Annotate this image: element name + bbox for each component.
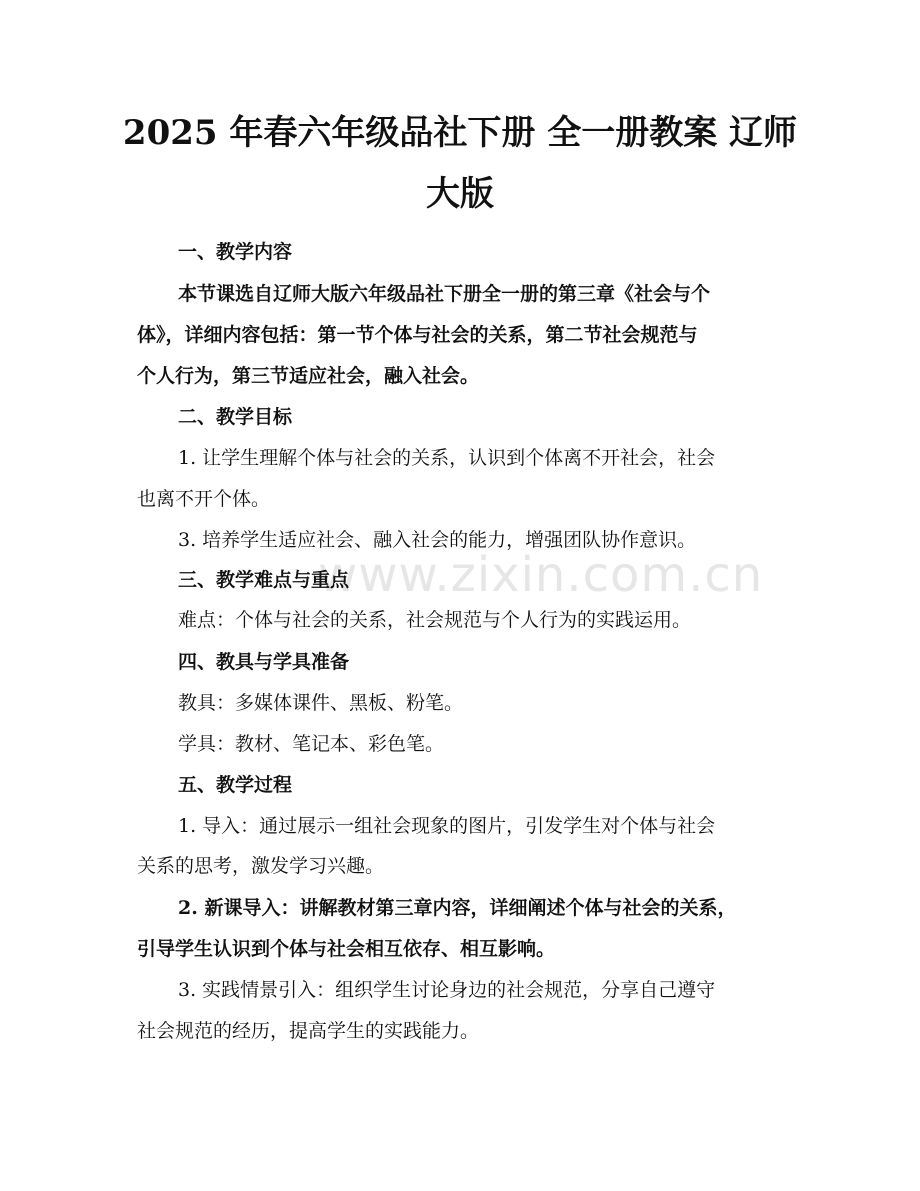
paragraph-line: 1. 导入：通过展示一组社会现象的图片，引发学生对个体与社会 [178,815,716,837]
heading-teaching-process: 五、教学过程 [178,774,293,796]
paragraph-line: 难点：个体与社会的关系，社会规范与个人行为的实践运用。 [178,609,692,631]
watermark: www.zixin.com.cn [318,547,764,603]
paragraph-line: 引导学生认识到个体与社会相互依存、相互影响。 [137,938,556,960]
heading-difficulties: 三、教学难点与重点 [178,569,350,591]
paragraph-line: 社会规范的经历，提高学生的实践能力。 [137,1020,480,1042]
heading-teaching-content: 一、教学内容 [178,241,293,263]
paragraph-line: 1. 让学生理解个体与社会的关系，认识到个体离不开社会，社会 [178,447,716,469]
document-title-line-1: 2025 年春六年级品社下册 全一册教案 辽师 [122,113,798,153]
paragraph-line: 3. 实践情景引入：组织学生讨论身边的社会规范，分享自己遵守 [178,979,716,1001]
document-title-line-2: 大版 [426,174,494,214]
paragraph-line: 关系的思考，激发学习兴趣。 [137,855,385,877]
paragraph-line: 3. 培养学生适应社会、融入社会的能力，增强团队协作意识。 [178,529,697,551]
paragraph-line: 体》，详细内容包括：第一节个体与社会的关系，第二节社会规范与 [137,324,698,346]
heading-teaching-goals: 二、教学目标 [178,406,293,428]
paragraph-line: 本节课选自辽师大版六年级品社下册全一册的第三章《社会与个 [178,283,711,305]
paragraph-line: 教具：多媒体课件、黑板、粉笔。 [178,692,464,714]
paragraph-line: 2. 新课导入：讲解教材第三章内容，详细阐述个体与社会的关系， [178,897,737,919]
paragraph-line: 学具：教材、笔记本、彩色笔。 [178,733,445,755]
heading-teaching-aids: 四、教具与学具准备 [178,651,350,673]
paragraph-line: 个人行为，第三节适应社会，融入社会。 [137,365,480,387]
paragraph-line: 也离不开个体。 [137,488,271,510]
